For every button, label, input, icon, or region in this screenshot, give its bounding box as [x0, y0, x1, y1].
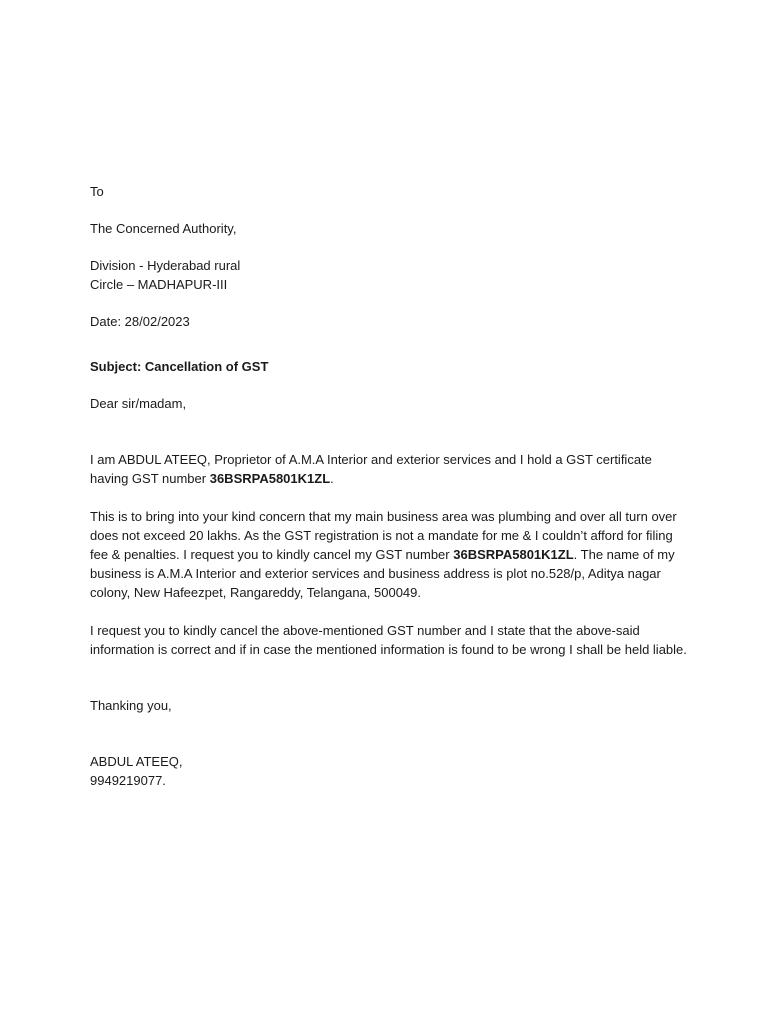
signature-phone: 9949219077. [90, 773, 166, 788]
paragraph-1-text-start: I am ABDUL ATEEQ, Proprietor of A.M.A Interior and exterior services and I hold a GST certificate having GST number [90, 452, 652, 486]
date-line: Date: 28/02/2023 [90, 314, 190, 329]
subject-line [90, 357, 690, 376]
salutation-line: Dear sir/madam, [90, 396, 187, 411]
paragraph-2-text-start: This is to bring into your kind concern that my main business area was plumbing and over all turn over does not exceed 20 lakhs. As the GST registration is not a mandate for me & I couldn’t afford for filing fee & penalties. I request you to kindly cancel my GST number [90, 509, 677, 562]
signature-name: ABDUL ATEEQ, [90, 754, 183, 769]
closing-line: Thanking you, [90, 698, 172, 713]
paragraph-3: I request you to kindly cancel the above-mentioned GST number and I state that the above-said information is correct and if in case the mentioned information is found to be wrong I shall be held liable. [90, 623, 687, 657]
paragraph-1-text-end: . [330, 471, 334, 486]
paragraph-2-text-end: . The name of my business is A.M.A Interior and exterior services and business address is plot no.528/p, Aditya nagar colony, New Hafeezpet, Rangareddy, Telangana, 500049. [90, 547, 675, 600]
gst-number-repeat: 36BSRPA5801K1ZL [453, 547, 574, 562]
subject-text: Subject: Cancellation of GST [90, 359, 269, 374]
paragraph-1 [90, 450, 690, 488]
division-line: Division - Hyderabad rural [90, 258, 241, 273]
recipient-line: The Concerned Authority, [90, 221, 237, 236]
paragraph-2 [90, 507, 690, 602]
letter-body [90, 182, 690, 790]
gst-number: 36BSRPA5801K1ZL [209, 471, 331, 486]
to-line: To [90, 184, 104, 199]
circle-line: Circle – MADHAPUR-III [90, 277, 228, 292]
